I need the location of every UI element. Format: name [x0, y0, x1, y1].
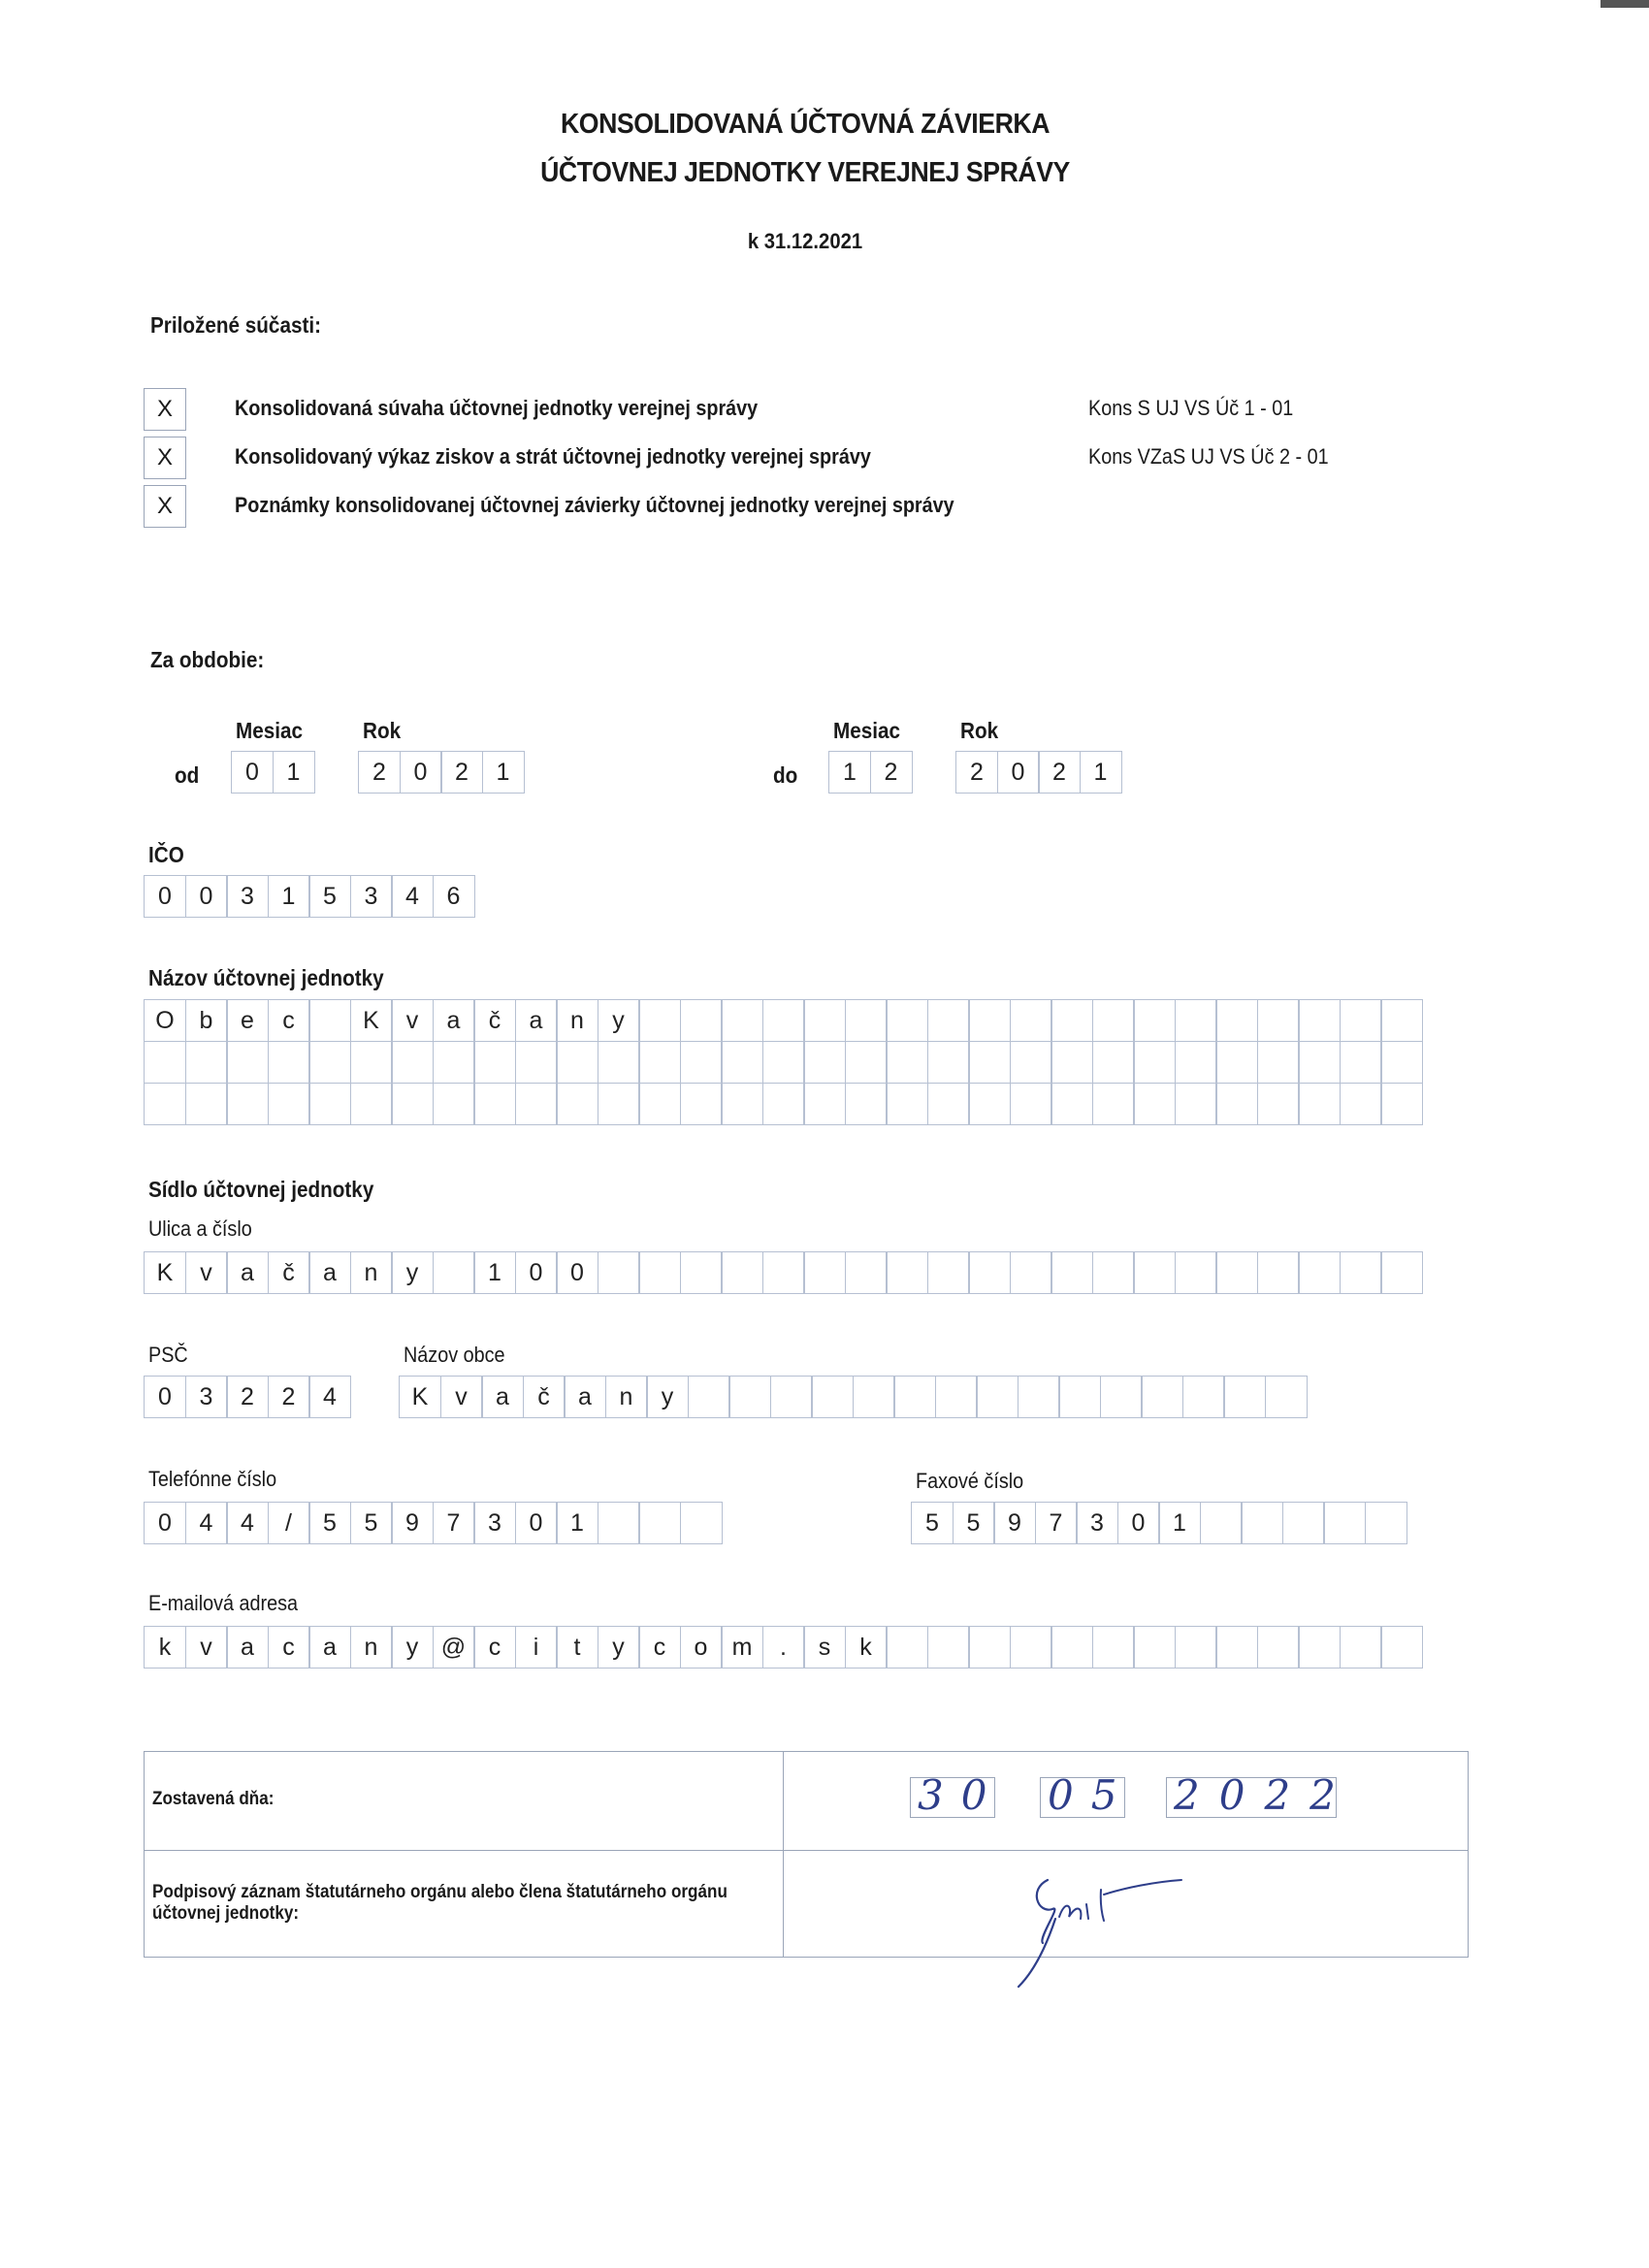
char-cell[interactable] [638, 1041, 681, 1084]
char-cell[interactable]: 0 [556, 1251, 598, 1294]
char-cell[interactable] [1380, 1626, 1423, 1669]
city-label: Názov obce [404, 1343, 505, 1367]
char-cell[interactable]: 4 [391, 875, 434, 918]
char-cell[interactable]: 2 [870, 751, 913, 794]
char-cell[interactable]: y [391, 1251, 434, 1294]
char-cell[interactable]: K [350, 999, 393, 1042]
attachment-text-3: Poznámky konsolidovanej účtovnej závierky účtovnej jednotky verejnej správy [235, 493, 954, 517]
char-cell[interactable]: 2 [268, 1376, 310, 1418]
attachment-text-2: Konsolidovaný výkaz ziskov a strát účtovnej jednotky verejnej správy [235, 444, 871, 469]
attachment-checkbox-1[interactable]: X [144, 388, 186, 431]
char-cell[interactable]: / [268, 1502, 310, 1544]
phone-label: Telefónne číslo [148, 1467, 277, 1491]
char-cell[interactable] [680, 1041, 723, 1084]
char-cell[interactable] [845, 1041, 888, 1084]
char-cell[interactable] [433, 1251, 475, 1294]
char-cell[interactable] [1257, 1083, 1300, 1125]
char-cell[interactable] [185, 1083, 228, 1125]
char-cell[interactable] [845, 1083, 888, 1125]
from-year-cells[interactable] [358, 751, 523, 794]
char-cell[interactable]: 0 [144, 1376, 186, 1418]
char-cell[interactable]: č [268, 1251, 310, 1294]
char-cell[interactable]: a [515, 999, 558, 1042]
char-cell[interactable]: K [399, 1376, 441, 1418]
signature-label-line-1: Podpisový záznam štatutárneho orgánu alebo člena štatutárneho orgánu [152, 1882, 728, 1902]
char-cell[interactable] [1340, 1083, 1382, 1125]
char-cell[interactable] [721, 1041, 763, 1084]
char-cell[interactable] [1215, 1626, 1258, 1669]
to-year-cells[interactable] [955, 751, 1120, 794]
char-cell[interactable] [1215, 999, 1258, 1042]
char-cell[interactable]: v [185, 1626, 228, 1669]
char-cell[interactable]: y [598, 999, 640, 1042]
char-cell[interactable] [1133, 1083, 1176, 1125]
char-cell[interactable] [680, 1502, 723, 1544]
char-cell[interactable] [803, 1083, 846, 1125]
char-cell[interactable] [391, 1083, 434, 1125]
char-cell[interactable] [1051, 999, 1093, 1042]
char-cell[interactable] [688, 1376, 730, 1418]
char-cell[interactable] [350, 1041, 393, 1084]
char-cell[interactable]: 0 [515, 1502, 558, 1544]
char-cell[interactable] [1010, 999, 1052, 1042]
signature-label-line-2: účtovnej jednotky: [152, 1903, 300, 1924]
char-cell[interactable] [391, 1041, 434, 1084]
char-cell[interactable]: 2 [358, 751, 401, 794]
to-year-label: Rok [960, 718, 999, 743]
char-cell[interactable]: a [308, 1626, 351, 1669]
char-cell[interactable] [721, 999, 763, 1042]
char-cell[interactable] [1380, 1251, 1423, 1294]
char-cell[interactable]: a [564, 1376, 606, 1418]
phone-cells[interactable] [144, 1502, 721, 1544]
title-line-2: ÚČTOVNEJ JEDNOTKY VEREJNEJ SPRÁVY [540, 157, 1070, 188]
char-cell[interactable]: 0 [144, 1502, 186, 1544]
char-cell[interactable] [1380, 1041, 1423, 1084]
char-cell[interactable] [1257, 1626, 1300, 1669]
char-cell[interactable]: 5 [350, 1502, 393, 1544]
char-cell[interactable] [927, 999, 970, 1042]
char-cell[interactable] [845, 999, 888, 1042]
from-year-label: Rok [363, 718, 402, 743]
char-cell[interactable] [1298, 999, 1341, 1042]
char-cell[interactable] [728, 1376, 771, 1418]
char-cell[interactable] [886, 1251, 928, 1294]
street-label: Ulica a číslo [148, 1216, 252, 1241]
char-cell[interactable] [803, 1251, 846, 1294]
char-cell[interactable] [1340, 1041, 1382, 1084]
char-cell[interactable] [308, 1083, 351, 1125]
char-cell[interactable]: c [268, 999, 310, 1042]
char-cell[interactable]: 0 [231, 751, 274, 794]
period-heading: Za obdobie: [150, 647, 265, 672]
char-cell[interactable]: 2 [1038, 751, 1081, 794]
char-cell[interactable] [845, 1251, 888, 1294]
attachment-text-1: Konsolidovaná súvaha účtovnej jednotky verejnej správy [235, 396, 759, 420]
char-cell[interactable] [433, 1041, 475, 1084]
to-month-cells[interactable] [828, 751, 911, 794]
char-cell[interactable] [638, 1083, 681, 1125]
char-cell[interactable] [968, 999, 1011, 1042]
char-cell[interactable] [1298, 1251, 1341, 1294]
name-row-2[interactable] [144, 1041, 1422, 1084]
char-cell[interactable] [1175, 1083, 1217, 1125]
char-cell[interactable] [1092, 999, 1135, 1042]
char-cell[interactable] [1223, 1376, 1266, 1418]
char-cell[interactable] [803, 1041, 846, 1084]
attachment-checkbox-2[interactable]: X [144, 437, 186, 479]
char-cell[interactable] [1092, 1041, 1135, 1084]
compiled-month-handwritten: 05 [1048, 1771, 1135, 1819]
char-cell[interactable] [680, 1083, 723, 1125]
char-cell[interactable] [968, 1083, 1011, 1125]
char-cell[interactable]: o [680, 1626, 723, 1669]
scan-corner-mark [1600, 0, 1649, 8]
char-cell[interactable] [762, 1041, 805, 1084]
char-cell[interactable] [1133, 1041, 1176, 1084]
char-cell[interactable]: 6 [433, 875, 475, 918]
name-label: Názov účtovnej jednotky [148, 965, 384, 990]
char-cell[interactable] [1133, 999, 1176, 1042]
char-cell[interactable] [638, 1251, 681, 1294]
char-cell[interactable] [308, 1041, 351, 1084]
attachment-code-1: Kons S UJ VS Úč 1 - 01 [1088, 396, 1294, 420]
char-cell[interactable] [515, 1083, 558, 1125]
compiled-label: Zostavená dňa: [152, 1789, 275, 1809]
from-label: od [175, 762, 200, 788]
char-cell[interactable] [927, 1626, 970, 1669]
char-cell[interactable]: 5 [308, 1502, 351, 1544]
char-cell[interactable]: 5 [911, 1502, 954, 1544]
char-cell[interactable] [556, 1083, 598, 1125]
char-cell[interactable] [1175, 1041, 1217, 1084]
char-cell[interactable]: 3 [185, 1376, 228, 1418]
to-label: do [773, 762, 798, 788]
char-cell[interactable] [770, 1376, 813, 1418]
char-cell[interactable] [598, 1041, 640, 1084]
char-cell[interactable]: c [473, 1626, 516, 1669]
attachment-checkbox-3[interactable]: X [144, 485, 186, 528]
char-cell[interactable]: 3 [226, 875, 269, 918]
char-cell[interactable]: 0 [400, 751, 442, 794]
ico-cells[interactable] [144, 875, 473, 918]
char-cell[interactable] [976, 1376, 1018, 1418]
char-cell[interactable] [638, 999, 681, 1042]
char-cell[interactable] [1051, 1083, 1093, 1125]
char-cell[interactable]: 0 [515, 1251, 558, 1294]
char-cell[interactable]: č [523, 1376, 566, 1418]
email-cells[interactable] [144, 1626, 1422, 1669]
char-cell[interactable] [598, 1083, 640, 1125]
char-cell[interactable] [1018, 1376, 1060, 1418]
char-cell[interactable] [811, 1376, 854, 1418]
char-cell[interactable]: 1 [828, 751, 871, 794]
char-cell[interactable]: n [350, 1251, 393, 1294]
char-cell[interactable]: 4 [185, 1502, 228, 1544]
compiled-day-handwritten: 30 [918, 1771, 1005, 1819]
char-cell[interactable] [680, 999, 723, 1042]
char-cell[interactable] [1340, 1626, 1382, 1669]
from-month-label: Mesiac [236, 718, 304, 743]
char-cell[interactable]: k [144, 1626, 186, 1669]
char-cell[interactable] [1215, 1251, 1258, 1294]
char-cell[interactable]: 0 [144, 875, 186, 918]
fax-label: Faxové číslo [916, 1469, 1024, 1493]
char-cell[interactable] [1241, 1502, 1283, 1544]
char-cell[interactable] [1215, 1041, 1258, 1084]
street-cells[interactable] [144, 1251, 1422, 1294]
char-cell[interactable] [598, 1251, 640, 1294]
char-cell[interactable]: a [433, 999, 475, 1042]
char-cell[interactable]: n [350, 1626, 393, 1669]
char-cell[interactable]: n [556, 999, 598, 1042]
to-month-label: Mesiac [833, 718, 901, 743]
char-cell[interactable] [1133, 1251, 1176, 1294]
char-cell[interactable]: . [762, 1626, 805, 1669]
compiled-year-handwritten: 2022 [1174, 1771, 1355, 1819]
signature-table-divider-v [783, 1751, 784, 1958]
char-cell[interactable] [680, 1251, 723, 1294]
char-cell[interactable] [268, 1083, 310, 1125]
char-cell[interactable] [473, 1041, 516, 1084]
char-cell[interactable] [1010, 1251, 1052, 1294]
char-cell[interactable]: 3 [350, 875, 393, 918]
char-cell[interactable] [1092, 1626, 1135, 1669]
char-cell[interactable]: 1 [473, 1251, 516, 1294]
char-cell[interactable]: 7 [433, 1502, 475, 1544]
email-label: E-mailová adresa [148, 1591, 299, 1615]
char-cell[interactable] [1265, 1376, 1308, 1418]
char-cell[interactable] [1215, 1083, 1258, 1125]
char-cell[interactable]: 1 [482, 751, 525, 794]
char-cell[interactable]: y [391, 1626, 434, 1669]
char-cell[interactable]: 5 [308, 875, 351, 918]
char-cell[interactable]: 2 [226, 1376, 269, 1418]
char-cell[interactable]: m [721, 1626, 763, 1669]
char-cell[interactable] [1092, 1083, 1135, 1125]
char-cell[interactable]: @ [433, 1626, 475, 1669]
ico-label: IČO [148, 842, 184, 867]
char-cell[interactable]: K [144, 1251, 186, 1294]
char-cell[interactable] [556, 1041, 598, 1084]
char-cell[interactable] [886, 1041, 928, 1084]
char-cell[interactable]: 2 [440, 751, 483, 794]
char-cell[interactable] [1340, 999, 1382, 1042]
char-cell[interactable] [1175, 1251, 1217, 1294]
char-cell[interactable]: k [845, 1626, 888, 1669]
char-cell[interactable] [433, 1083, 475, 1125]
char-cell[interactable]: 9 [993, 1502, 1036, 1544]
char-cell[interactable]: 9 [391, 1502, 434, 1544]
char-cell[interactable] [1257, 1251, 1300, 1294]
char-cell[interactable] [598, 1502, 640, 1544]
char-cell[interactable] [1298, 1083, 1341, 1125]
char-cell[interactable] [350, 1083, 393, 1125]
char-cell[interactable] [1010, 1626, 1052, 1669]
char-cell[interactable] [1257, 1041, 1300, 1084]
char-cell[interactable]: t [556, 1626, 598, 1669]
char-cell[interactable] [886, 1626, 928, 1669]
char-cell[interactable]: a [226, 1251, 269, 1294]
char-cell[interactable]: 1 [1158, 1502, 1201, 1544]
char-cell[interactable]: a [308, 1251, 351, 1294]
char-cell[interactable]: 3 [1076, 1502, 1118, 1544]
char-cell[interactable] [927, 1083, 970, 1125]
char-cell[interactable]: b [185, 999, 228, 1042]
char-cell[interactable] [886, 1083, 928, 1125]
char-cell[interactable]: 1 [268, 875, 310, 918]
char-cell[interactable] [268, 1041, 310, 1084]
char-cell[interactable] [1323, 1502, 1366, 1544]
char-cell[interactable]: c [268, 1626, 310, 1669]
char-cell[interactable] [762, 999, 805, 1042]
char-cell[interactable] [1298, 1041, 1341, 1084]
char-cell[interactable] [1010, 1083, 1052, 1125]
char-cell[interactable] [1133, 1626, 1176, 1669]
char-cell[interactable] [893, 1376, 936, 1418]
char-cell[interactable] [721, 1083, 763, 1125]
char-cell[interactable] [927, 1041, 970, 1084]
char-cell[interactable] [1051, 1251, 1093, 1294]
char-cell[interactable] [1051, 1041, 1093, 1084]
char-cell[interactable] [1340, 1251, 1382, 1294]
char-cell[interactable]: s [803, 1626, 846, 1669]
fax-cells[interactable] [911, 1502, 1406, 1544]
char-cell[interactable]: 3 [473, 1502, 516, 1544]
char-cell[interactable]: 0 [997, 751, 1040, 794]
char-cell[interactable] [968, 1251, 1011, 1294]
char-cell[interactable] [968, 1626, 1011, 1669]
char-cell[interactable]: O [144, 999, 186, 1042]
char-cell[interactable]: a [481, 1376, 524, 1418]
char-cell[interactable]: e [226, 999, 269, 1042]
name-row-1[interactable] [144, 999, 1422, 1042]
char-cell[interactable] [1010, 1041, 1052, 1084]
char-cell[interactable] [886, 999, 928, 1042]
seat-label: Sídlo účtovnej jednotky [148, 1177, 374, 1202]
signature-table-divider-h [144, 1850, 1469, 1851]
char-cell[interactable] [1175, 1626, 1217, 1669]
char-cell[interactable] [515, 1041, 558, 1084]
char-cell[interactable] [1058, 1376, 1101, 1418]
char-cell[interactable] [853, 1376, 895, 1418]
city-cells[interactable] [399, 1376, 1306, 1418]
char-cell[interactable] [1175, 999, 1217, 1042]
char-cell[interactable] [144, 1041, 186, 1084]
char-cell[interactable] [226, 1041, 269, 1084]
char-cell[interactable]: i [515, 1626, 558, 1669]
char-cell[interactable] [1200, 1502, 1243, 1544]
char-cell[interactable] [1051, 1626, 1093, 1669]
char-cell[interactable]: a [226, 1626, 269, 1669]
char-cell[interactable]: 1 [1080, 751, 1122, 794]
char-cell[interactable]: 5 [953, 1502, 995, 1544]
char-cell[interactable] [1141, 1376, 1183, 1418]
char-cell[interactable] [721, 1251, 763, 1294]
char-cell[interactable] [762, 1251, 805, 1294]
char-cell[interactable]: 4 [308, 1376, 351, 1418]
char-cell[interactable] [308, 999, 351, 1042]
char-cell[interactable]: v [440, 1376, 483, 1418]
char-cell[interactable] [1298, 1626, 1341, 1669]
char-cell[interactable]: č [473, 999, 516, 1042]
char-cell[interactable]: 1 [273, 751, 315, 794]
char-cell[interactable]: y [646, 1376, 689, 1418]
char-cell[interactable] [803, 999, 846, 1042]
char-cell[interactable] [185, 1041, 228, 1084]
title-line-1: KONSOLIDOVANÁ ÚČTOVNÁ ZÁVIERKA [560, 109, 1051, 140]
char-cell[interactable] [638, 1502, 681, 1544]
char-cell[interactable] [1257, 999, 1300, 1042]
char-cell[interactable]: 2 [955, 751, 998, 794]
char-cell[interactable]: 4 [226, 1502, 269, 1544]
psc-label: PSČ [148, 1343, 188, 1367]
char-cell[interactable] [935, 1376, 978, 1418]
char-cell[interactable] [927, 1251, 970, 1294]
char-cell[interactable]: 0 [1117, 1502, 1160, 1544]
char-cell[interactable] [1182, 1376, 1225, 1418]
attachment-code-2: Kons VZaS UJ VS Úč 2 - 01 [1088, 444, 1329, 469]
signature-label [152, 1882, 728, 1925]
char-cell[interactable] [144, 1083, 186, 1125]
char-cell[interactable]: 7 [1035, 1502, 1078, 1544]
char-cell[interactable] [1380, 1083, 1423, 1125]
char-cell[interactable] [473, 1083, 516, 1125]
name-row-3[interactable] [144, 1083, 1422, 1125]
char-cell[interactable] [226, 1083, 269, 1125]
char-cell[interactable] [1282, 1502, 1325, 1544]
char-cell[interactable] [1092, 1251, 1135, 1294]
char-cell[interactable]: y [598, 1626, 640, 1669]
handwritten-signature [1009, 1861, 1203, 1996]
char-cell[interactable]: 0 [185, 875, 228, 918]
char-cell[interactable] [762, 1083, 805, 1125]
char-cell[interactable] [1380, 999, 1423, 1042]
char-cell[interactable]: n [605, 1376, 648, 1418]
char-cell[interactable]: v [391, 999, 434, 1042]
attachments-heading: Priložené súčasti: [150, 312, 322, 338]
char-cell[interactable]: 1 [556, 1502, 598, 1544]
char-cell[interactable] [968, 1041, 1011, 1084]
from-month-cells[interactable] [231, 751, 313, 794]
report-date: k 31.12.2021 [747, 229, 863, 253]
psc-cells[interactable] [144, 1376, 350, 1418]
char-cell[interactable] [1365, 1502, 1407, 1544]
char-cell[interactable]: v [185, 1251, 228, 1294]
char-cell[interactable]: c [638, 1626, 681, 1669]
char-cell[interactable] [1100, 1376, 1143, 1418]
